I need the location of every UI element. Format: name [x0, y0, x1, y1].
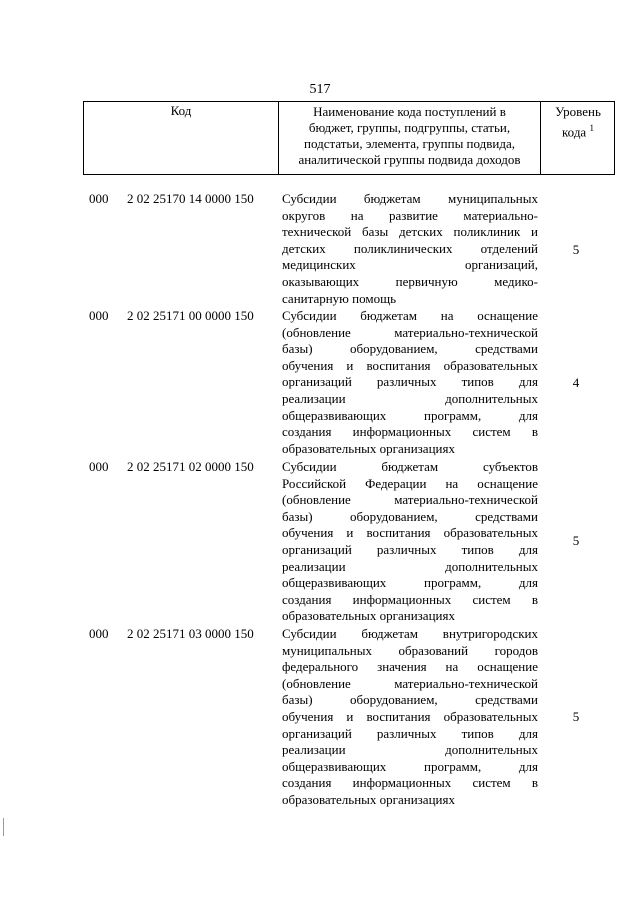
row-name-line: базы) оборудованием, средствами: [282, 341, 538, 357]
scan-margin-mark: [3, 818, 4, 836]
row-name-line: общеразвивающих программ, для: [282, 407, 538, 423]
row-name-line: общеразвивающих программ, для: [282, 758, 538, 774]
header-name-line: Наименование кода поступлений в: [313, 104, 506, 119]
row-name-line: организаций различных типов для: [282, 725, 538, 741]
row-level: 5: [572, 533, 580, 548]
row-code: 2 02 25170 14 0000 150: [127, 191, 254, 206]
row-name-line: санитарную помощь: [282, 290, 397, 306]
row-name-line: оказывающих первичную медико-: [282, 273, 538, 289]
row-prefix: 000: [89, 459, 109, 474]
row-name-line: Субсидии бюджетам внутригородских: [282, 626, 538, 641]
page-number: 517: [309, 82, 331, 97]
header-level-line: [541, 120, 615, 140]
row-name-line: базы) оборудованием, средствами: [282, 508, 538, 524]
row-code: 2 02 25171 00 0000 150: [127, 308, 254, 323]
row-name-line: создания информационных систем в: [282, 424, 538, 440]
row-name-line: федерального значения на оснащение: [282, 659, 538, 675]
table-header: [83, 101, 615, 175]
row-prefix: 000: [89, 626, 109, 641]
header-name-line: аналитической группы подвида доходов: [298, 152, 521, 167]
row-name-line: общеразвивающих программ, для: [282, 575, 538, 591]
row-name-line: муниципальных образований городов: [282, 642, 538, 658]
header-level-text: кода: [562, 124, 587, 140]
row-name-line: организаций различных типов для: [282, 374, 538, 390]
row-name-line: (обновление материально-технической: [282, 492, 538, 508]
row-prefix: 000: [89, 308, 109, 323]
row-level: 4: [572, 375, 580, 390]
row-name-line: (обновление материально-технической: [282, 675, 538, 691]
row-name-line: Российской Федерации на оснащение: [282, 475, 538, 491]
row-name-line: округов на развитие материально-: [282, 207, 538, 223]
row-name-line: Субсидии бюджетам на оснащение: [282, 308, 538, 323]
row-level: 5: [572, 709, 580, 724]
header-name-line: бюджет, группы, подгруппы, статьи,: [308, 120, 511, 135]
row-name-line: Субсидии бюджетам субъектов: [282, 459, 538, 474]
row-name-line: обучения и воспитания образовательных: [282, 357, 538, 373]
header-level-line: Уровень: [555, 104, 601, 119]
header-code: Код: [84, 102, 279, 174]
row-name: [282, 191, 538, 307]
row-name-line: организаций различных типов для: [282, 541, 538, 557]
row-name: [282, 308, 538, 457]
row-name-line: создания информационных систем в: [282, 775, 538, 791]
row-name: [282, 459, 538, 625]
row-name-line: обучения и воспитания образовательных: [282, 525, 538, 541]
row-name-line: детских поликлинических отделений: [282, 240, 538, 256]
row-name-line: образовательных организациях: [282, 608, 455, 624]
header-name-line: подстатьи, элемента, группы подвида,: [304, 136, 515, 151]
row-name-line: создания информационных систем в: [282, 591, 538, 607]
footnote-marker: 1: [589, 123, 594, 133]
row-name-line: (обновление материально-технической: [282, 324, 538, 340]
row-level: 5: [572, 242, 580, 257]
row-code: 2 02 25171 03 0000 150: [127, 626, 254, 641]
row-name: [282, 626, 538, 809]
row-name-line: обучения и воспитания образовательных: [282, 708, 538, 724]
row-name-line: базы) оборудованием, средствами: [282, 692, 538, 708]
row-code: 2 02 25171 02 0000 150: [127, 459, 254, 474]
header-name: [279, 102, 541, 174]
row-name-line: медицинских организаций,: [282, 257, 538, 273]
row-name-line: Субсидии бюджетам муниципальных: [282, 191, 538, 206]
row-name-line: реализации дополнительных: [282, 390, 538, 406]
row-name-line: технической базы детских поликлиник и: [282, 224, 538, 240]
row-name-line: реализации дополнительных: [282, 742, 538, 758]
row-name-line: реализации дополнительных: [282, 558, 538, 574]
row-prefix: 000: [89, 191, 109, 206]
header-level: [541, 102, 615, 174]
row-name-line: образовательных организациях: [282, 440, 455, 456]
row-name-line: образовательных организациях: [282, 791, 455, 807]
